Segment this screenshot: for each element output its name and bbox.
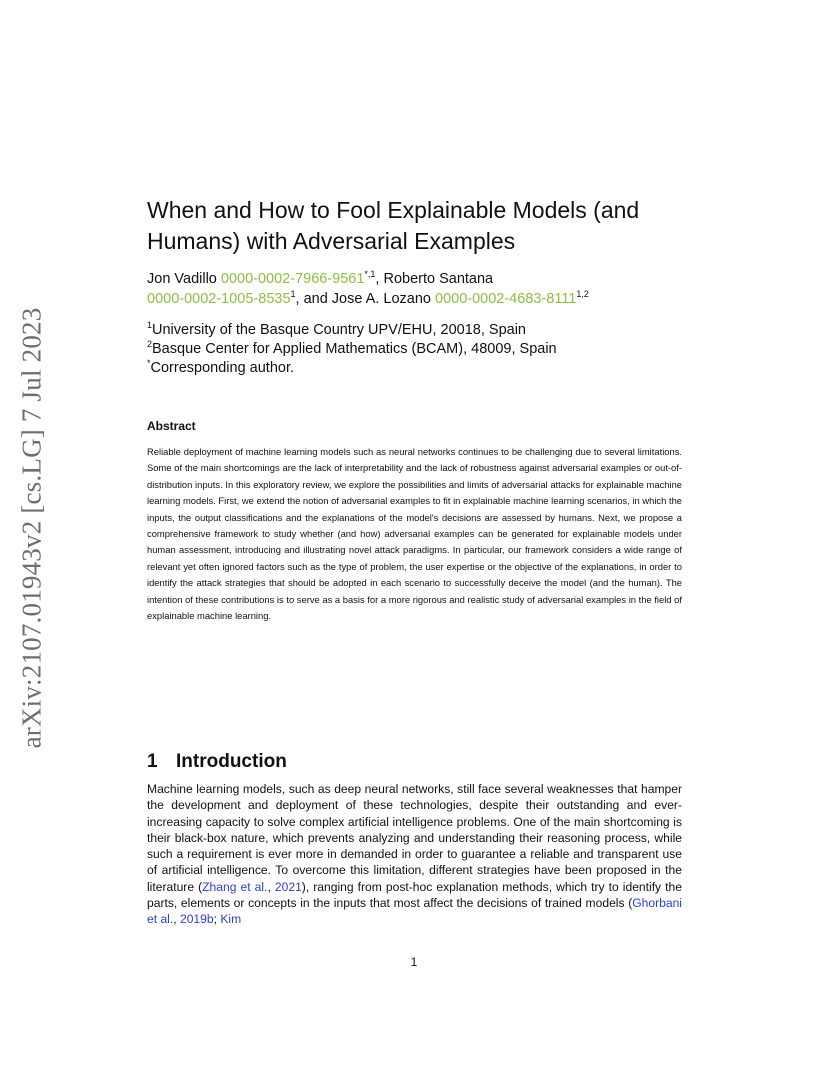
paragraph-text: ), ranging from post-hoc explanation methods, which try to identify the parts, elements or concepts in the inputs that most affect the decisions of trained models ( [147,879,682,911]
affiliation-mark: 1 [147,320,153,331]
citation-link[interactable]: Kim [220,912,242,927]
affiliation-mark: 2 [147,339,153,350]
introduction-paragraph [147,781,682,928]
paragraph-text: Machine learning models, such as deep neural networks, still face several weaknesses that hamper the development and deployment of these technologies, despite their outstanding and ever-increasing capacity to solve complex artificial intelligence problems. One of the main shortcoming is their black-box nature, which prevents analyzing and understanding their reasoning process, while such a requirement is ever more in demanded in order to guarantee a reliable and transparent use of artificial intelligence. To overcome this limitation, different strategies have been proposed in the literature ( [147,782,682,894]
citation-link[interactable]: 2019b [179,912,214,927]
citation-separator: , [267,879,275,894]
affiliation-item [147,340,707,359]
abstract-text: Reliable deployment of machine learning models such as neural networks continues to be challenging due to several limitations. Some of the main shortcomings are the lack of interpretability and the lack of robustness against adversarial examples or out-of-distribution inputs. In this exploratory review, we explore the possibilities and limits of adversarial attacks for explainable machine learning models. First, we extend the notion of adversarial examples to fit in explainable machine learning scenarios, in which the inputs, the output classifications and the explanations of the model's decisions are assessed by humans. Next, we propose a comprehensive framework to study whether (and how) adversarial examples can be generated for explainable models under human assessment, introducing and illustrating novel attack paradigms. In particular, our framework considers a wide range of relevant yet often ignored factors such as the type of problem, the user expertise or the objective of the explanations, in order to identify the attack strategies that should be adopted in each scenario to successfully deceive the model (and the human). The intention of these contributions is to serve as a basis for a more rigorous and realistic study of adversarial examples in the field of explainable machine learning. [147,446,682,622]
section-heading [147,751,287,773]
affiliation-mark: *,1 [364,269,376,280]
author-list [147,269,707,309]
affiliation-item [147,321,707,340]
citation-separator: , [173,912,180,927]
paper-title: When and How to Fool Explainable Models (and Humans) with Adversarial Examples [147,197,640,254]
page-number: 1 [410,955,418,969]
affiliation-mark: 1,2 [576,289,589,300]
citation-link[interactable]: 2021 [274,879,302,894]
section-title: Introduction [176,751,287,772]
orcid-link[interactable]: 0000-0002-1005-8535 [147,291,291,307]
affiliation-item [147,359,707,378]
abstract-heading: Abstract [147,419,196,433]
author-name: , and Jose A. Lozano [295,291,435,307]
affiliation-mark: * [147,358,151,369]
affiliation-text: University of the Basque Country UPV/EHU, 20018, Spain [152,322,526,338]
section-number: 1 [147,751,158,772]
author-name: Jon Vadillo [147,271,221,287]
affiliation-text: Basque Center for Applied Mathematics (BCAM), 48009, Spain [152,341,557,357]
orcid-link[interactable]: 0000-0002-4683-8111 [435,291,577,307]
affiliation-mark: 1 [290,289,296,300]
citation-link[interactable]: Ghorbani et al. [147,896,682,927]
orcid-link[interactable]: 0000-0002-7966-9561 [220,271,365,287]
arxiv-identifier: arXiv:2107.01943v2 [cs.LG] 7 Jul 2023 [16,307,47,749]
affiliation-text: Corresponding author. [150,360,295,376]
citation-separator: ; [213,912,221,927]
author-name: , Roberto Santana [375,271,494,287]
citation-link[interactable]: Zhang et al. [202,879,268,894]
affiliation-list [147,321,707,378]
